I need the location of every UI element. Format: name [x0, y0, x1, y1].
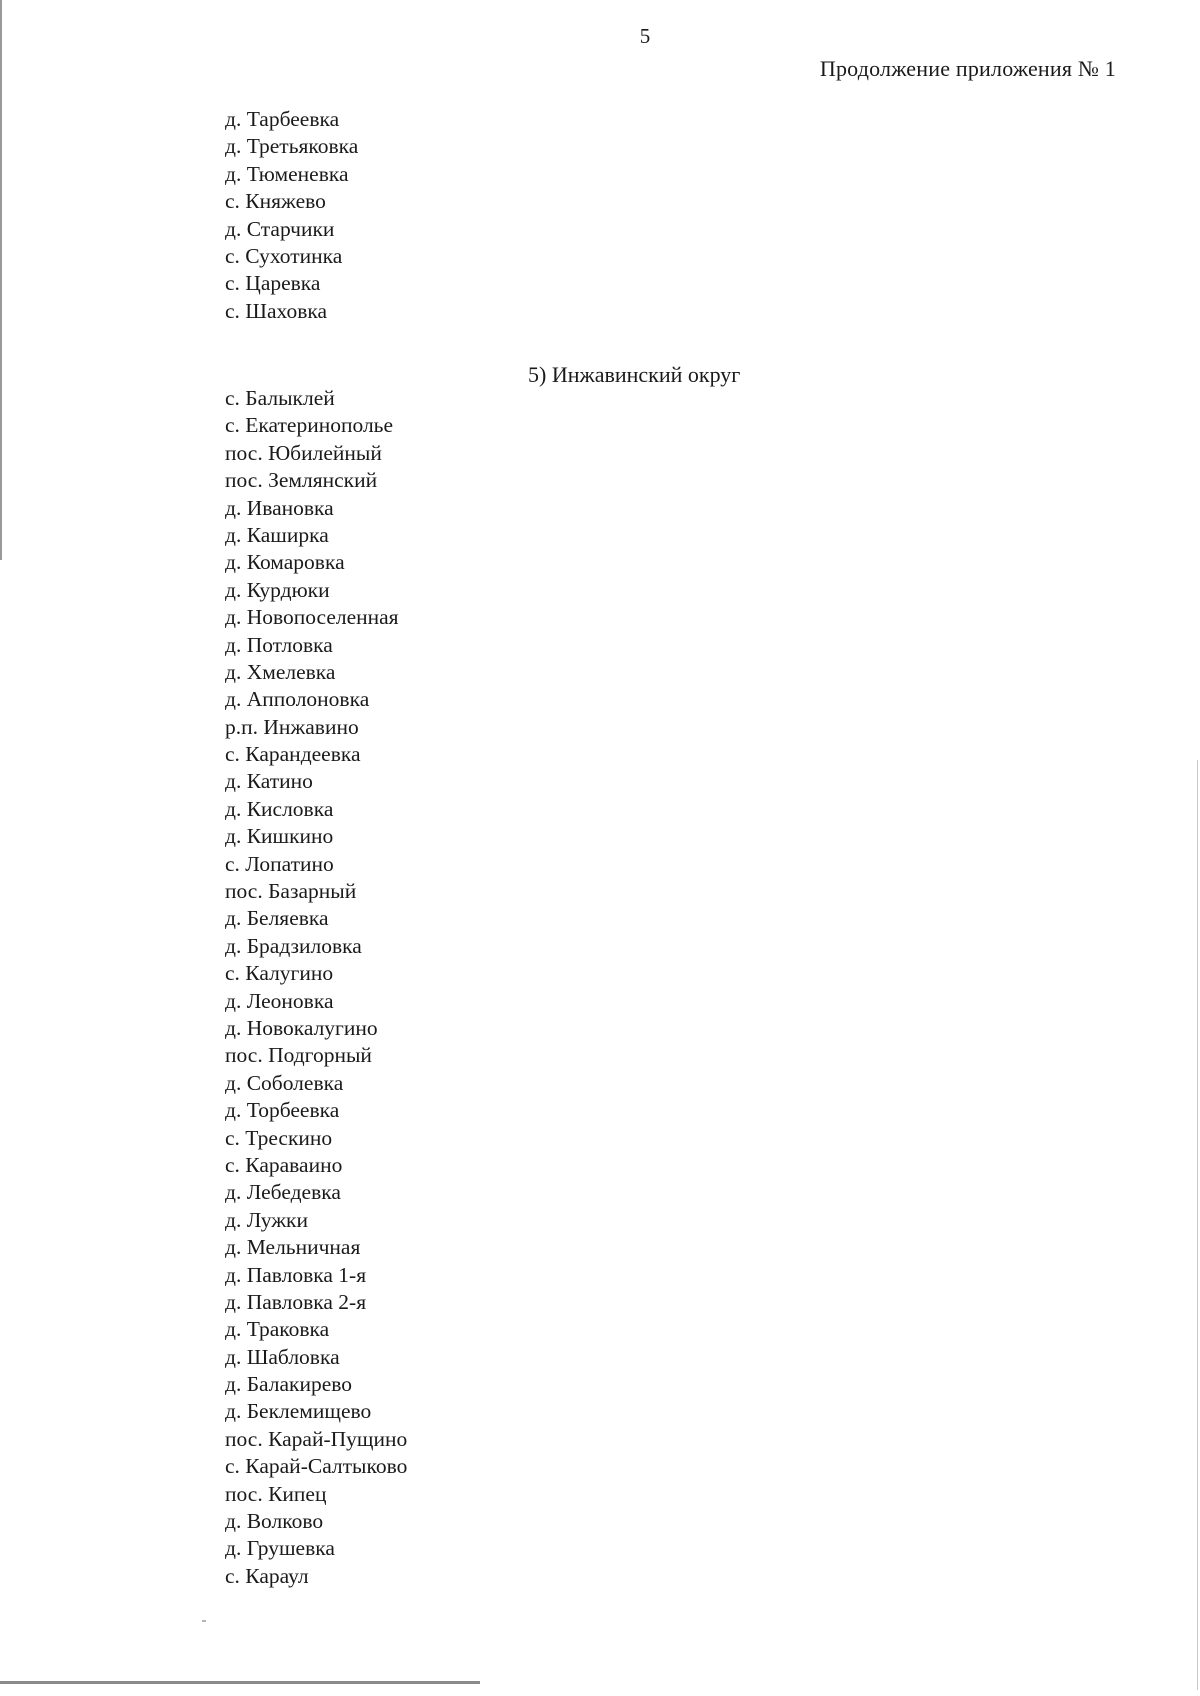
settlement-item: с. Трескино [225, 1125, 333, 1150]
settlement-item: с. Караваино [225, 1152, 343, 1177]
settlement-item: д. Курдюки [225, 577, 330, 602]
settlement-item: с. Карандеевка [225, 742, 361, 767]
settlement-item: д. Балакирево [225, 1372, 353, 1397]
settlement-item: с. Лопатино [225, 851, 334, 876]
settlement-item: пос. Кипец [225, 1481, 327, 1506]
settlement-item: д. Кисловка [225, 796, 334, 821]
settlement-item: пос. Юбилейный [225, 440, 382, 465]
scan-dot-artifact [202, 1620, 206, 1622]
settlement-item: д. Комаровка [225, 550, 345, 575]
settlement-item: д. Старчики [225, 216, 335, 241]
settlement-item: д. Лужки [225, 1207, 309, 1232]
settlement-list-inzhavinsky [225, 385, 407, 1590]
settlement-item: д. Соболевка [225, 1070, 344, 1095]
scan-edge-artifact [1197, 760, 1198, 1690]
settlement-item: д. Потловка [225, 632, 333, 657]
settlement-item: д. Шабловка [225, 1344, 340, 1369]
settlement-item: пос. Базарный [225, 879, 357, 904]
settlement-item: д. Лебедевка [225, 1180, 341, 1205]
settlement-item: д. Волково [225, 1509, 324, 1534]
settlement-item: д. Тюменевка [225, 161, 349, 186]
settlement-item: пос. Карай-Пущино [225, 1426, 408, 1451]
settlement-item: с. Калугино [225, 961, 334, 986]
settlement-item: д. Грушевка [225, 1536, 335, 1561]
settlement-item: д. Тарбеевка [225, 107, 340, 131]
settlement-item: р.п. Инжавино [225, 714, 359, 739]
settlement-item: д. Леоновка [225, 988, 334, 1013]
settlement-item: д. Мельничная [225, 1235, 361, 1260]
settlement-item: д. Новопоселенная [225, 605, 399, 630]
settlement-item: д. Третьяковка [225, 134, 359, 159]
section-heading: 5) Инжавинский округ [528, 362, 741, 387]
settlement-item: д. Хмелевка [225, 659, 336, 684]
settlement-item: д. Торбеевка [225, 1098, 340, 1123]
settlement-item: д. Павловка 1-я [225, 1262, 367, 1287]
settlement-item: с. Шаховка [225, 298, 328, 323]
settlement-item: д. Катино [225, 769, 313, 794]
settlement-item: с. Караул [225, 1563, 309, 1588]
settlement-item: д. Брадзиловка [225, 933, 362, 958]
settlement-item: с. Княжево [225, 189, 326, 214]
scan-line-artifact [0, 1681, 480, 1684]
settlement-item: д. Новокалугино [225, 1015, 378, 1040]
settlement-item: д. Ивановка [225, 495, 334, 520]
scan-edge-artifact [0, 0, 2, 560]
settlement-item: д. Траковка [225, 1317, 330, 1342]
settlement-item: д. Каширка [225, 522, 329, 547]
settlement-item: с. Карай-Салтыково [225, 1454, 408, 1479]
settlement-item: с. Сухотинка [225, 243, 343, 268]
settlement-item: пос. Подгорный [225, 1043, 372, 1068]
settlement-list-continued [225, 106, 358, 325]
settlement-item: с. Балыклей [225, 386, 335, 410]
settlement-item: д. Апполоновка [225, 687, 370, 712]
settlement-item: с. Царевка [225, 271, 321, 296]
page-number: 5 [639, 24, 651, 48]
appendix-continuation-note: Продолжение приложения № 1 [819, 56, 1116, 81]
settlement-item: д. Кишкино [225, 824, 334, 849]
settlement-item: с. Екатеринополье [225, 413, 394, 438]
settlement-item: д. Беляевка [225, 906, 329, 931]
settlement-item: пос. Землянский [225, 468, 378, 493]
settlement-item: д. Павловка 2-я [225, 1289, 367, 1314]
settlement-item: д. Беклемищево [225, 1399, 372, 1424]
